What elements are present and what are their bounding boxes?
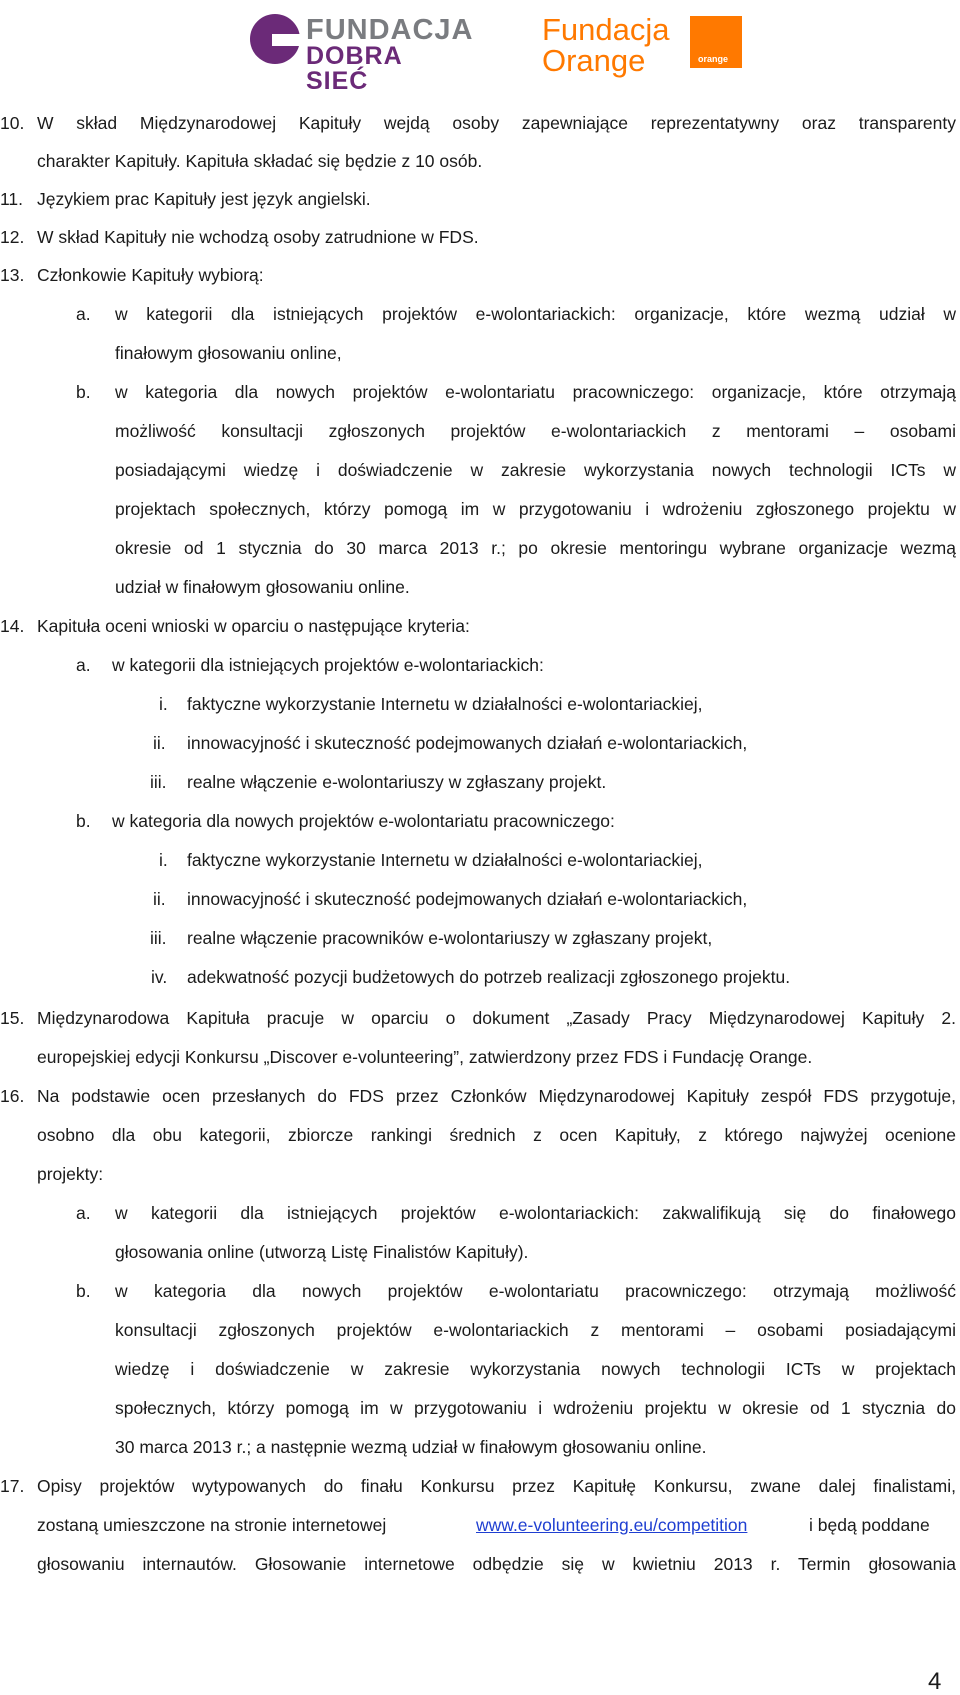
competition-link[interactable]: www.e-volunteering.eu/competition [476,1515,748,1535]
item-number: 13. [0,265,25,285]
paragraph-line-start: zostaną umieszczone na stronie internetowej [37,1515,387,1535]
paragraph-line: Kapituła oceni wnioski w oparciu o następujące kryteria: [37,616,470,636]
paragraph-line: Międzynarodowa Kapituła pracuje w oparciu o dokument „Zasady Pracy Międzynarodowej Kapituły 2. [37,1008,956,1028]
sub-item-mark: b. [76,382,91,402]
sub-item-mark: a. [76,1203,91,1223]
criteria-line: faktyczne wykorzystanie Internetu w działalności e-wolontariackiej, [187,850,703,870]
paragraph-line: głosowania online (utworzą Listę Finalistów Kapituły). [115,1242,529,1262]
paragraph-line: w kategorii dla istniejących projektów e-wolontariackich: organizacje, które wezmą udział w [115,304,956,324]
roman-mark: i. [159,850,168,870]
orange-logo-line2: Orange [542,43,646,78]
paragraph-line: Językiem prac Kapituły jest język angielski. [37,189,371,209]
paragraph-line: w kategorii dla istniejących projektów e-wolontariackich: zakwalifikują się do finałowego [115,1203,956,1223]
paragraph-line: europejskiej edycji Konkursu „Discover e-volunteering”, zatwierdzony przez FDS i Fundację Orange. [37,1047,813,1067]
item-number: 16. [0,1086,25,1106]
paragraph-line: głosowaniu internautów. Głosowanie internetowe odbędzie się w kwietniu 2013 r. Termin głosowania [37,1554,956,1574]
paragraph-line: w kategoria dla nowych projektów e-wolontariatu pracowniczego: otrzymają możliwość [115,1281,956,1301]
paragraph-line: Członkowie Kapituły wybiorą: [37,265,264,285]
paragraph-line: finałowym głosowaniu online, [115,343,342,363]
orange-logo-square: orange [690,16,742,68]
criteria-line: innowacyjność i skuteczność podejmowanych działań e-wolontariackich, [187,889,748,909]
item-number: 17. [0,1476,25,1496]
fundacja-orange-logo [542,10,742,78]
paragraph-line: w kategoria dla nowych projektów e-wolontariatu pracowniczego: organizacje, które otrzymają [115,382,956,402]
paragraph-line: Opisy projektów wytypowanych do finału Konkursu przez Kapitułę Konkursu, zwane dalej finalistami, [37,1476,956,1496]
paragraph-line: osobno dla obu kategorii, zbiorcze rankingi średnich z ocen Kapituły, z którego najwyżej ocenione [37,1125,956,1145]
fundacja-dobra-siec-logo [250,10,474,95]
criteria-line: innowacyjność i skuteczność podejmowanych działań e-wolontariackich, [187,733,748,753]
paragraph-line: konsultacji zgłoszonych projektów e-wolontariackich z mentorami – osobami posiadającymi [115,1320,956,1340]
item-number: 12. [0,227,25,247]
roman-mark: i. [159,694,168,714]
sub-item-mark: b. [76,1281,91,1301]
orange-logo-line1: Fundacja [542,12,670,47]
page-number: 4 [928,1668,942,1695]
criteria-line: realne włączenie e-wolontariuszy w zgłaszany projekt. [187,772,607,792]
roman-mark: ii. [153,889,166,909]
paragraph-line: projekty: [37,1164,104,1184]
roman-mark: iii. [150,772,167,792]
roman-mark: ii. [153,733,166,753]
paragraph-line: w kategoria dla nowych projektów e-wolontariatu pracowniczego: [112,811,615,831]
paragraph-line: 30 marca 2013 r.; a następnie wezmą udział w finałowym głosowaniu online. [115,1437,707,1457]
paragraph-line: wiedzę i doświadczenie w zakresie wykorzystania nowych technologii ICTs w projektach [115,1359,956,1379]
item-number: 15. [0,1008,25,1028]
paragraph-line: w kategorii dla istniejących projektów e-wolontariackich: [112,655,544,675]
paragraph-line: posiadającymi wiedzę i doświadczenie w zakresie wykorzystania nowych technologii ICTs w [115,460,956,480]
paragraph-line: możliwość konsultacji zgłoszonych projektów e-wolontariackich z mentorami – osobami [115,421,956,441]
criteria-line: faktyczne wykorzystanie Internetu w działalności e-wolontariackiej, [187,694,703,714]
item-number: 10. [0,113,25,133]
criteria-line: adekwatność pozycji budżetowych do potrzeb realizacji zgłoszonego projektu. [187,967,791,987]
sub-item-mark: a. [76,304,91,324]
fds-logo-line1: FUNDACJA [306,14,474,46]
paragraph-line: udział w finałowym głosowaniu online. [115,577,410,597]
paragraph-line: charakter Kapituły. Kapituła składać się będzie z 10 osób. [37,151,483,171]
fds-logo-line2: DOBRA SIEĆ [306,42,402,95]
paragraph-line: W skład Kapituły nie wchodzą osoby zatrudnione w FDS. [37,227,479,247]
paragraph-line: Na podstawie ocen przesłanych do FDS przez Członków Międzynarodowej Kapituły zespół FDS przygotuje, [37,1086,956,1106]
paragraph-line: społecznych, którzy pomogą im w przygotowaniu i wdrożeniu projektu w okresie od 1 stycznia do [115,1398,956,1418]
paragraph-line: okresie od 1 stycznia do 30 marca 2013 r.; po okresie mentoringu wybrane organizacje wezmą [115,538,956,558]
sub-item-mark: a. [76,655,91,675]
paragraph-line: projektach społecznych, którzy pomogą im w przygotowaniu i wdrożeniu zgłoszonego projektu w [115,499,956,519]
item-number: 14. [0,616,25,636]
roman-mark: iv. [151,967,168,987]
sub-item-mark: b. [76,811,91,831]
paragraph-line-end: i będą poddane [809,1515,930,1535]
roman-mark: iii. [150,928,167,948]
item-number: 11. [0,189,24,209]
paragraph-line: W skład Międzynarodowej Kapituły wejdą osoby zapewniające reprezentatywny oraz transparenty [37,113,956,133]
criteria-line: realne włączenie pracowników e-wolontariuszy w zgłaszany projekt, [187,928,713,948]
